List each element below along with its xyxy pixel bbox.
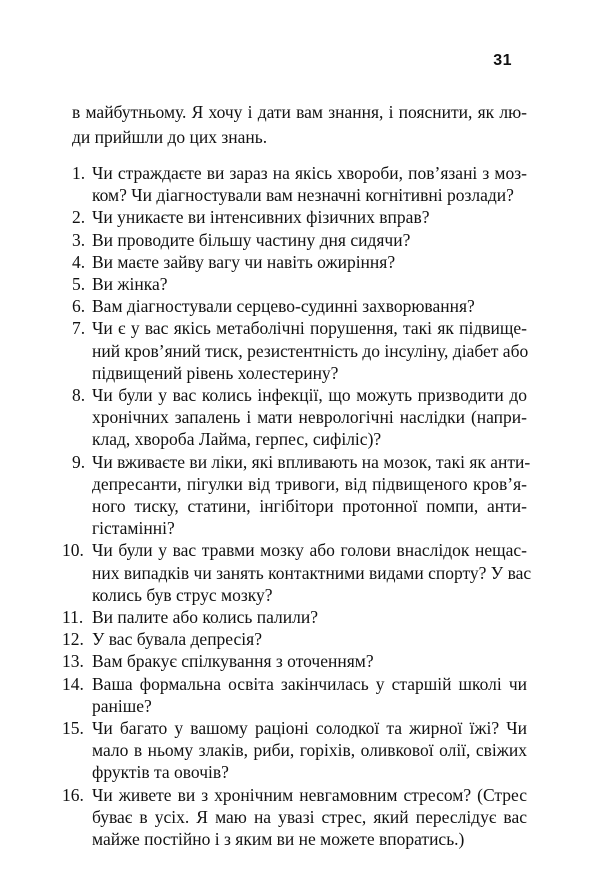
- question-line: них випадків чи занять контактними видами спорту? У вас: [92, 562, 532, 583]
- question-item: [72, 162, 527, 206]
- question-item: [72, 229, 527, 251]
- question-line: ного тиску, статини, інгібітори протонної помпи, анти-: [92, 496, 527, 517]
- question-line: Чи вживаєте ви ліки, які впливають на мозок, такі як анти-: [92, 451, 531, 472]
- question-line: Вам діагностували серцево-судинні захворювання?: [92, 296, 475, 317]
- question-text: [92, 251, 527, 273]
- question-text: [92, 717, 527, 784]
- question-text: [92, 606, 527, 628]
- question-line: ком? Чи діагностували вам незначні когнітивні розлади?: [92, 185, 514, 206]
- question-number: 2.: [72, 207, 86, 228]
- question-line: Вам бракує спілкування з оточенням?: [92, 651, 374, 672]
- question-number: 15.: [62, 718, 84, 739]
- question-number: 8.: [72, 385, 86, 406]
- question-number: 6.: [72, 296, 86, 317]
- question-item: [72, 384, 527, 451]
- question-item: [72, 273, 527, 295]
- question-text: [92, 317, 527, 384]
- question-text: [92, 206, 527, 228]
- question-item: [62, 717, 527, 784]
- question-text: [92, 384, 527, 451]
- question-text: [92, 673, 527, 717]
- question-line: Чи страждаєте ви зараз на якісь хвороби, пов’язані з моз-: [92, 163, 527, 183]
- question-line: Ви палите або колись палили?: [92, 607, 318, 628]
- question-line: раніше?: [92, 695, 152, 716]
- question-text: [92, 784, 527, 851]
- question-number: 4.: [72, 251, 86, 272]
- question-line: буває в усіх. Я маю на увазі стрес, який переслідує вас: [92, 806, 527, 827]
- question-text: [92, 539, 532, 606]
- question-number: 1.: [72, 163, 86, 183]
- intro-paragraph: [72, 100, 527, 149]
- question-line: мало в ньому злаків, риби, горіхів, оливкової олії, свіжих: [92, 740, 527, 761]
- question-text: [92, 229, 527, 251]
- question-line: ний кров’яний тиск, резистентність до інсуліну, діабет або: [92, 340, 529, 361]
- question-line: Чи багато у вашому раціоні солодкої та жирної їжі? Чи: [92, 718, 527, 739]
- question-item: [62, 650, 527, 672]
- question-line: колись був струс мозку?: [92, 584, 273, 605]
- question-number: 13.: [62, 651, 84, 672]
- question-number: 7.: [72, 318, 86, 339]
- question-line: підвищений рівень холестерину?: [92, 362, 339, 383]
- question-item: [62, 628, 527, 650]
- question-line: У вас бувала депресія?: [92, 629, 262, 650]
- question-line: клад, хвороба Лайма, герпес, сифіліс)?: [92, 429, 382, 450]
- question-number: 16.: [62, 784, 84, 805]
- question-line: депресанти, пігулки від тривоги, від підвищеного кров’я-: [92, 473, 527, 494]
- question-item: [72, 295, 527, 317]
- question-line: Ви жінка?: [92, 274, 168, 295]
- question-number: 9.: [72, 451, 86, 472]
- intro-line: в майбутньому. Я хочу і дати вам знання, і пояснити, як лю-: [72, 102, 527, 122]
- question-line: Чи були у вас травми мозку або голови внаслідок нещас-: [92, 540, 527, 561]
- question-line: Чи є у вас якісь метаболічні порушення, такі як підвище-: [92, 318, 527, 339]
- question-line: фруктів та овочів?: [92, 762, 229, 783]
- question-line: гістамінні?: [92, 518, 175, 539]
- question-line: Чи живете ви з хронічним невгамовним стресом? (Стрес: [92, 784, 527, 805]
- question-text: [92, 650, 527, 672]
- question-text: [92, 451, 531, 540]
- question-item: [72, 251, 527, 273]
- question-number: 10.: [62, 540, 84, 561]
- question-line: Ви проводите більшу частину дня сидячи?: [92, 229, 411, 250]
- question-number: 3.: [72, 229, 86, 250]
- question-item: [72, 451, 531, 540]
- question-line: майже постійно і з яким ви не можете впоратись.): [92, 829, 465, 850]
- question-line: Ваша формальна освіта закінчилась у старшій школі чи: [92, 673, 527, 694]
- question-text: [92, 295, 527, 317]
- question-item: [62, 539, 532, 606]
- question-item: [62, 784, 527, 851]
- questions-list: [62, 162, 532, 850]
- question-text: [92, 273, 527, 295]
- intro-line: ди прийшли до цих знань.: [72, 126, 268, 147]
- question-line: Чи були у вас колись інфекції, що можуть призводити до: [92, 385, 527, 406]
- question-item: [62, 606, 527, 628]
- question-number: 5.: [72, 274, 86, 295]
- question-line: Ви маєте зайву вагу чи навіть ожиріння?: [92, 251, 396, 272]
- question-item: [62, 673, 527, 717]
- question-number: 12.: [62, 629, 84, 650]
- question-number: 14.: [62, 673, 84, 694]
- question-item: [72, 206, 527, 228]
- question-number: 11.: [62, 607, 84, 628]
- page-number: 31: [493, 52, 512, 69]
- question-line: хронічних запалень і мати неврологічні наслідки (напри-: [92, 407, 527, 428]
- question-line: Чи уникаєте ви інтенсивних фізичних вправ?: [92, 207, 430, 228]
- question-item: [72, 317, 527, 384]
- question-text: [92, 628, 527, 650]
- question-text: [92, 162, 527, 206]
